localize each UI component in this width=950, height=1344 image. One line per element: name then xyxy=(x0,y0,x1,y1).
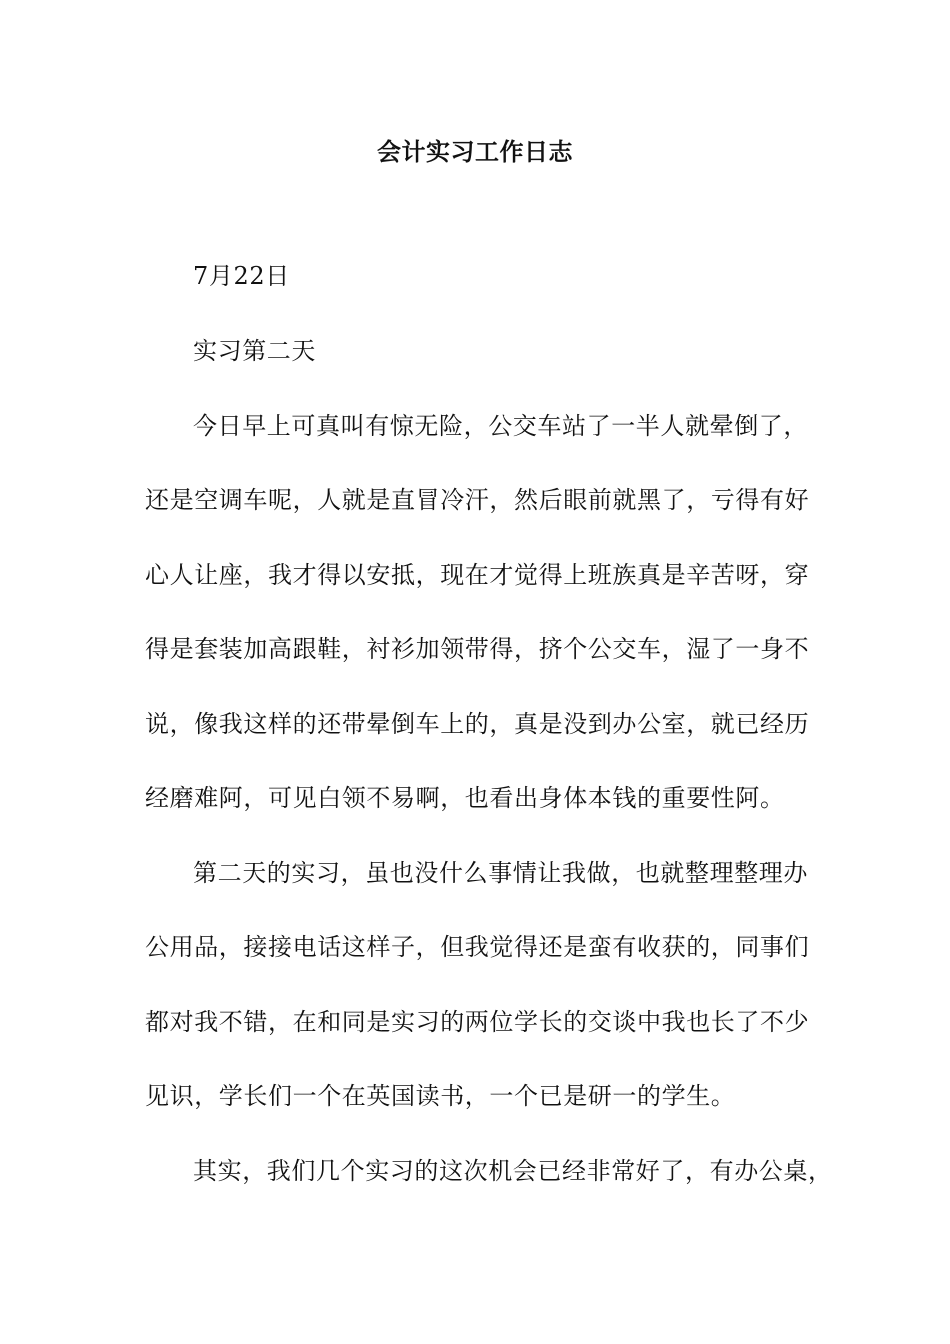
paragraph-2-line-3: 都对我不错，在和同是实习的两位学长的交谈中我也长了不少 xyxy=(145,1008,810,1036)
paragraph-2-line-2: 公用品，接接电话这样子，但我觉得还是蛮有收获的，同事们 xyxy=(145,933,810,961)
paragraph-1-line-1: 今日早上可真叫有惊无险，公交车站了一半人就晕倒了， xyxy=(193,412,808,440)
paragraph-1-line-5: 说，像我这样的还带晕倒车上的，真是没到办公室，就已经历 xyxy=(145,710,810,738)
document-title: 会计实习工作日志 xyxy=(377,137,573,166)
paragraph-2-line-1: 第二天的实习，虽也没什么事情让我做，也就整理整理办 xyxy=(193,859,808,887)
paragraph-1-line-6: 经磨难阿，可见白领不易啊，也看出身体本钱的重要性阿。 xyxy=(145,784,785,812)
paragraph-2-line-4: 见识，学长们一个在英国读书，一个已是研一的学生。 xyxy=(145,1082,736,1110)
paragraph-3-line-1: 其实，我们几个实习的这次机会已经非常好了，有办公桌， xyxy=(193,1157,833,1185)
paragraph-1-line-3: 心人让座，我才得以安抵，现在才觉得上班族真是辛苦呀，穿 xyxy=(145,561,810,589)
day-label-line: 实习第二天 xyxy=(193,337,316,365)
paragraph-1-line-2: 还是空调车呢，人就是直冒冷汗，然后眼前就黑了，亏得有好 xyxy=(145,486,810,514)
paragraph-1-line-4: 得是套装加高跟鞋，衬衫加领带得，挤个公交车，湿了一身不 xyxy=(145,635,810,663)
date-line: 7月22日 xyxy=(193,262,290,290)
